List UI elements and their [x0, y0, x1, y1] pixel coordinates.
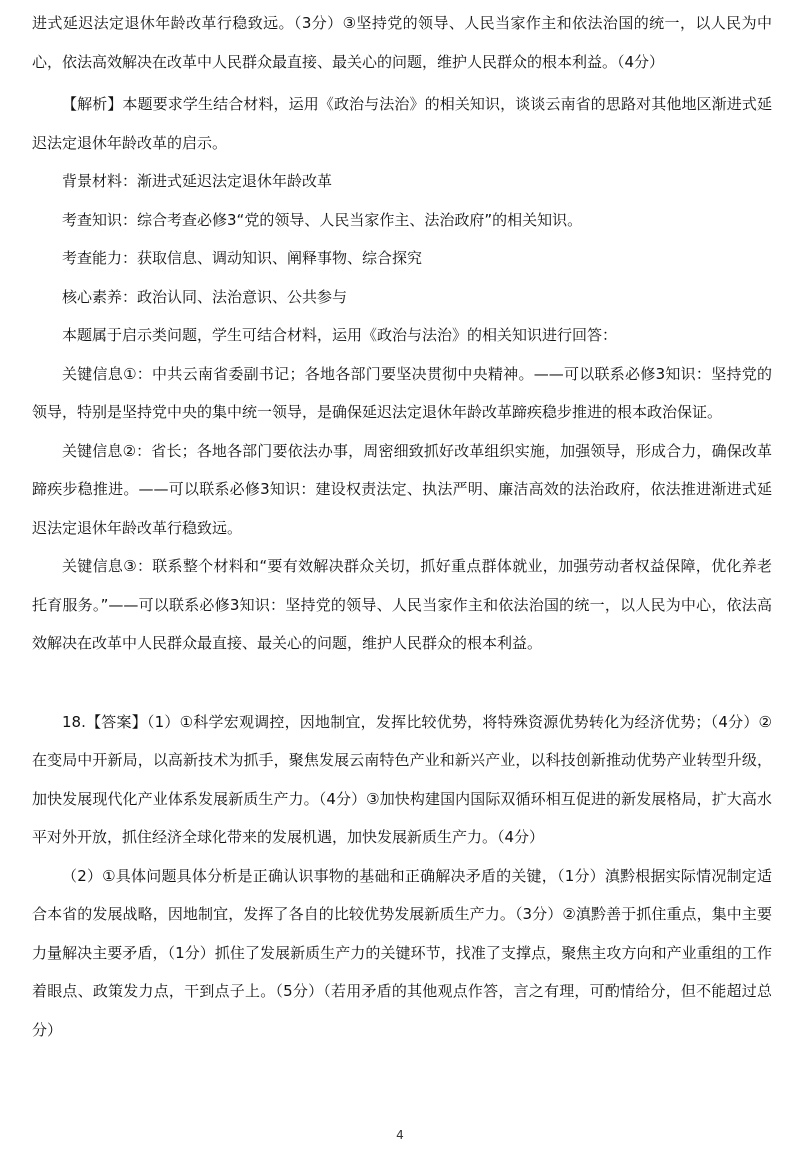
analysis-key-info-3: 关键信息③：联系整个材料和“要有效解决群众关切，抓好重点群体就业，加强劳动者权益保障，优化养老托育服务。”——可以联系必修3知识：坚持党的领导、人民当家作主和依法治国的统一，以人民为中心，依法高效解决在改革中人民群众最直接、最关心的问题，维护人民群众的根本利益。 — [32, 557, 772, 652]
analysis-background: 背景材料：渐进式延迟法定退休年龄改革 — [62, 172, 333, 190]
analysis-key-info-2: 关键信息②：省长；各地各部门要依法办事，周密细致抓好改革组织实施，加强领导，形成合力，确保改革蹄疾步稳推进。——可以联系必修3知识：建设权责法定、执法严明、廉洁高效的法治政府，依法推进渐进式延迟法定退休年龄改革行稳致远。 — [32, 441, 772, 537]
q18-answer-part1: 18.【答案】（1）①科学宏观调控，因地制宜，发挥比较优势，将特殊资源优势转化为经济优势；（4分）②在变局中开新局，以高新技术为抓手，聚焦发展云南特色产业和新兴产业，以科技创新推动优势产业转型升级，加快发展现代化产业体系发展新质生产力。（4分）③加快构建国内国际双循环相互促进的新发展格局，扩大高水平对外开放，抓住经济全球化带来的发展机遇，加快发展新质生产力。（4分） — [32, 712, 772, 846]
previous-answer-paragraph: 进式延迟法定退休年龄改革行稳致远。（3分）③坚持党的领导、人民当家作主和依法治国的统一，以人民为中心，依法高效解决在改革中人民群众最直接、最关心的问题，维护人民群众的根本利益。（4分） — [32, 14, 772, 71]
q18-answer-part2: （2）①具体问题具体分析是正确认识事物的基础和正确解决矛盾的关键，（1分）滇黔根据实际情况制定适合本省的发展战略，因地制宜，发挥了各自的比较优势发展新质生产力。（3分）②滇黔善于抓住重点，集中主要力量解决主要矛盾，（1分）抓住了发展新质生产力的关键环节，找准了支撑点，聚焦主攻方向和产业重组的工作着眼点、政策发力点，干到点子上。（5分）（若用矛盾的其他观点作答，言之有理，可酌情给分，但不能超过总分） — [32, 866, 772, 1039]
analysis-approach: 本题属于启示类问题，学生可结合材料，运用《政治与法治》的相关知识进行回答： — [62, 326, 618, 344]
analysis-ability: 考查能力：获取信息、调动知识、阐释事物、综合探究 — [62, 249, 423, 267]
answer-page — [32, 4, 772, 1049]
spacer — [32, 663, 772, 703]
page-number: 4 — [396, 1128, 404, 1142]
analysis-literacy: 核心素养：政治认同、法治意识、公共参与 — [62, 287, 348, 306]
analysis-intro: 【解析】本题要求学生结合材料，运用《政治与法治》的相关知识，谈谈云南省的思路对其他地区渐进式延迟法定退休年龄改革的启示。 — [32, 95, 772, 152]
analysis-knowledge: 考查知识：综合考查必修3“党的领导、人民当家作主、法治政府”的相关知识。 — [62, 210, 583, 229]
analysis-key-info-1: 关键信息①：中共云南省委副书记；各地各部门要坚决贯彻中央精神。——可以联系必修3知识：坚持党的领导，特别是坚持党中央的集中统一领导，是确保延迟法定退休年龄改革蹄疾稳步推进的根本政治保证。 — [32, 364, 772, 421]
